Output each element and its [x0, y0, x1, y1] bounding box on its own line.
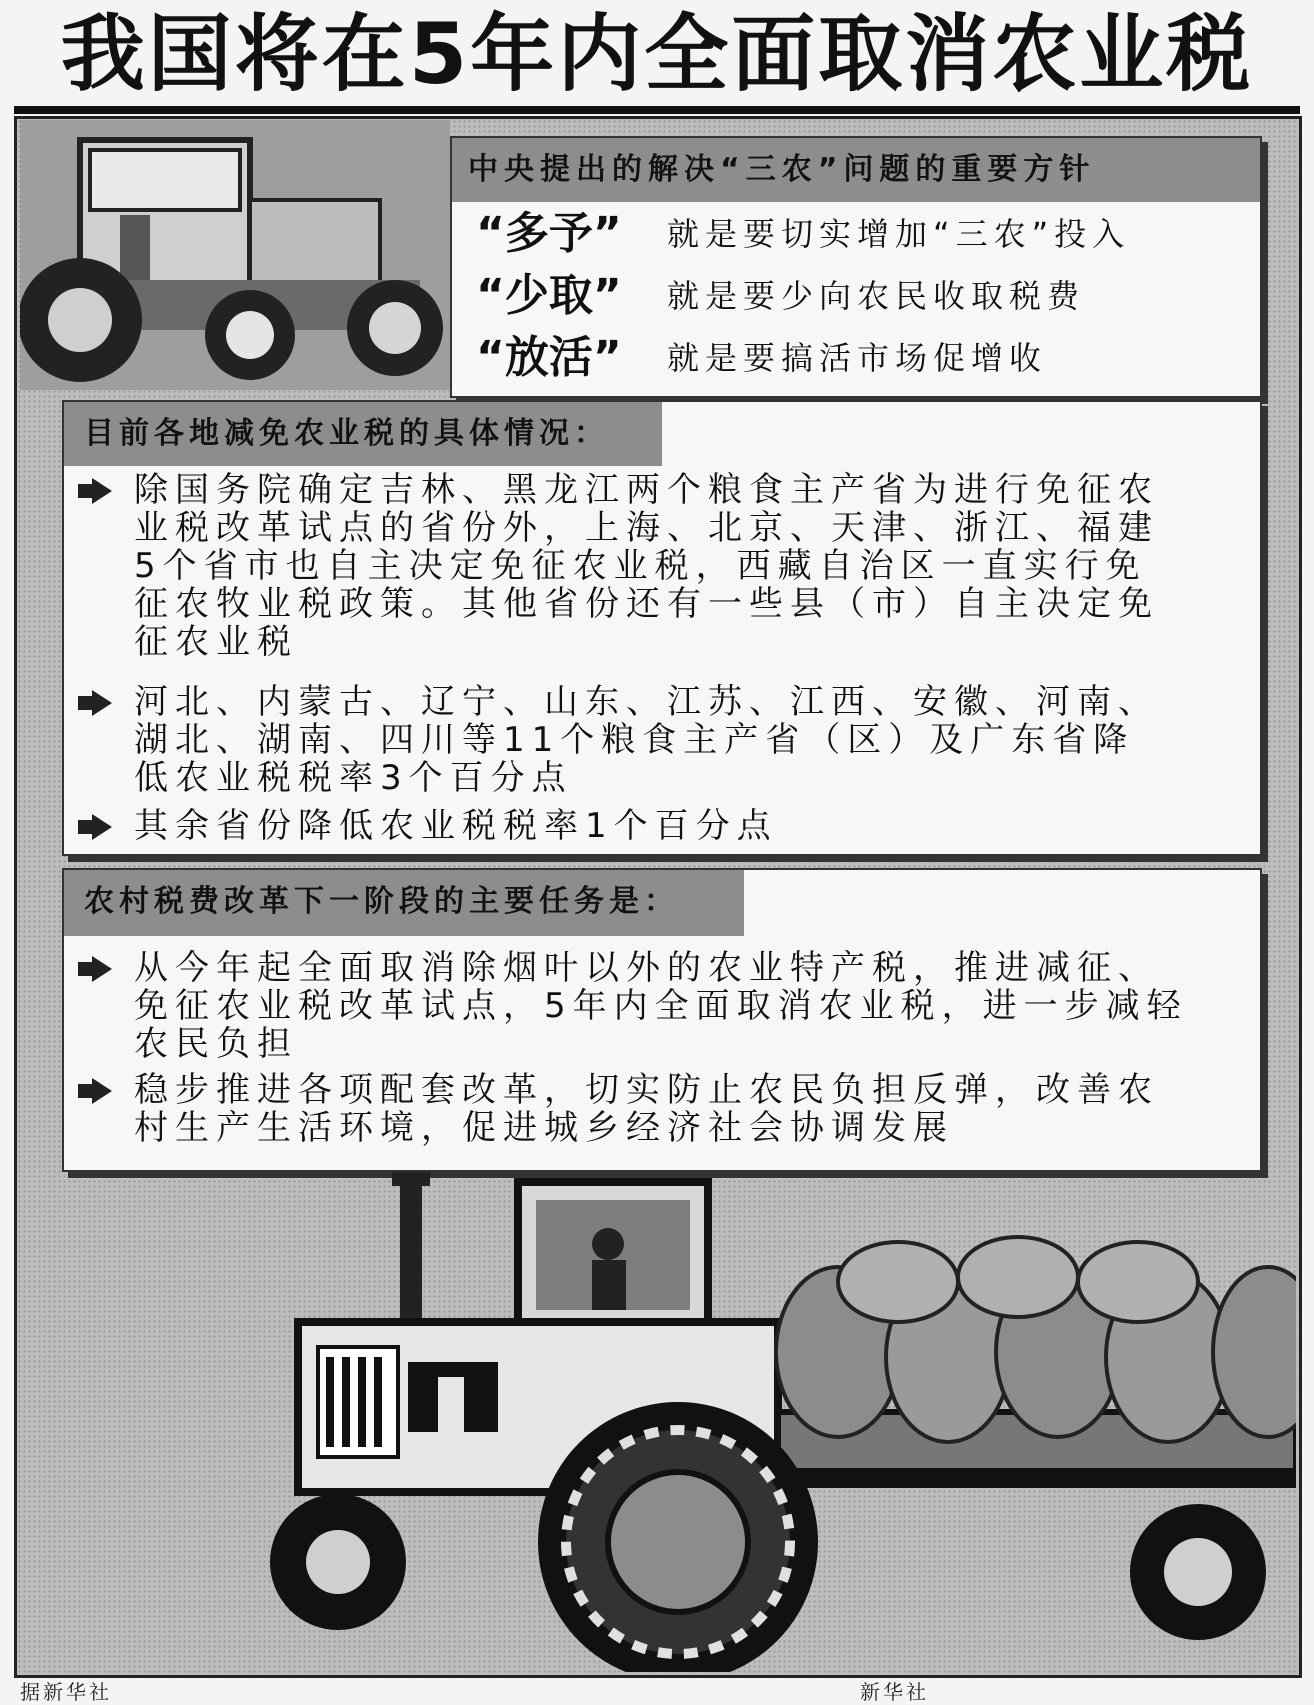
headline: 我国将在5年内全面取消农业税	[60, 5, 1254, 103]
policy-desc-fanghuo: 就是要搞活市场促增收	[667, 339, 1048, 377]
arrow-bullet-icon	[78, 476, 112, 506]
footer-credit-left: 据新华社	[20, 1680, 112, 1704]
status-bullet-1-line-5: 征农业税	[134, 622, 298, 662]
status-panel	[62, 400, 1262, 856]
policy-panel	[450, 136, 1262, 398]
tractor-trailer-illustration	[18, 1172, 1296, 1672]
tractor-illustration-top	[20, 120, 450, 390]
status-bullet-1-line-2: 业税改革试点的省份外，上海、北京、天津、浙江、福建	[134, 508, 1159, 548]
policy-heading: 中央提出的解决“三农”问题的重要方针	[452, 138, 1260, 202]
policy-term-shaoqu: “少取”	[476, 270, 622, 321]
status-bullet-1-line-4: 征农牧业税政策。其他省份还有一些县（市）自主决定免	[134, 584, 1159, 624]
tasks-bullet-1-line-1: 从今年起全面取消除烟叶以外的农业特产税，推进减征、	[134, 948, 1159, 988]
status-bullet-2-line-2: 湖北、湖南、四川等11个粮食主产省（区）及广东省降	[134, 720, 1135, 760]
tasks-bullet-1-line-2: 免征农业税改革试点，5年内全面取消农业税，进一步减轻	[134, 986, 1188, 1026]
headline-rule	[14, 106, 1300, 114]
tasks-panel	[62, 868, 1262, 1172]
tasks-bullet-2-line-2: 村生产生活环境，促进城乡经济社会协调发展	[134, 1108, 954, 1148]
arrow-bullet-icon	[78, 954, 112, 984]
footer-credit-right: 新华社	[860, 1680, 929, 1704]
status-bullet-1-line-3: 5个省市也自主决定免征农业税，西藏自治区一直实行免	[134, 546, 1147, 586]
tasks-bullet-1-line-3: 农民负担	[134, 1024, 298, 1064]
arrow-bullet-icon	[78, 688, 112, 718]
status-heading: 目前各地减免农业税的具体情况：	[64, 402, 662, 466]
status-bullet-1-line-1: 除国务院确定吉林、黑龙江两个粮食主产省为进行免征农	[134, 470, 1159, 510]
policy-desc-duoyu: 就是要切实增加“三农”投入	[667, 215, 1131, 253]
policy-term-fanghuo: “放活”	[476, 332, 622, 383]
status-bullet-3-line-1: 其余省份降低农业税税率1个百分点	[134, 806, 778, 846]
policy-term-duoyu: “多予”	[476, 208, 622, 259]
tasks-bullet-2-line-1: 稳步推进各项配套改革，切实防止农民负担反弹，改善农	[134, 1070, 1159, 1110]
policy-desc-shaoqu: 就是要少向农民收取税费	[667, 277, 1086, 315]
tasks-heading: 农村税费改革下一阶段的主要任务是：	[64, 870, 744, 936]
status-bullet-2-line-1: 河北、内蒙古、辽宁、山东、江苏、江西、安徽、河南、	[134, 682, 1159, 722]
status-bullet-2-line-3: 低农业税税率3个百分点	[134, 758, 573, 798]
arrow-bullet-icon	[78, 1076, 112, 1106]
arrow-bullet-icon	[78, 812, 112, 842]
